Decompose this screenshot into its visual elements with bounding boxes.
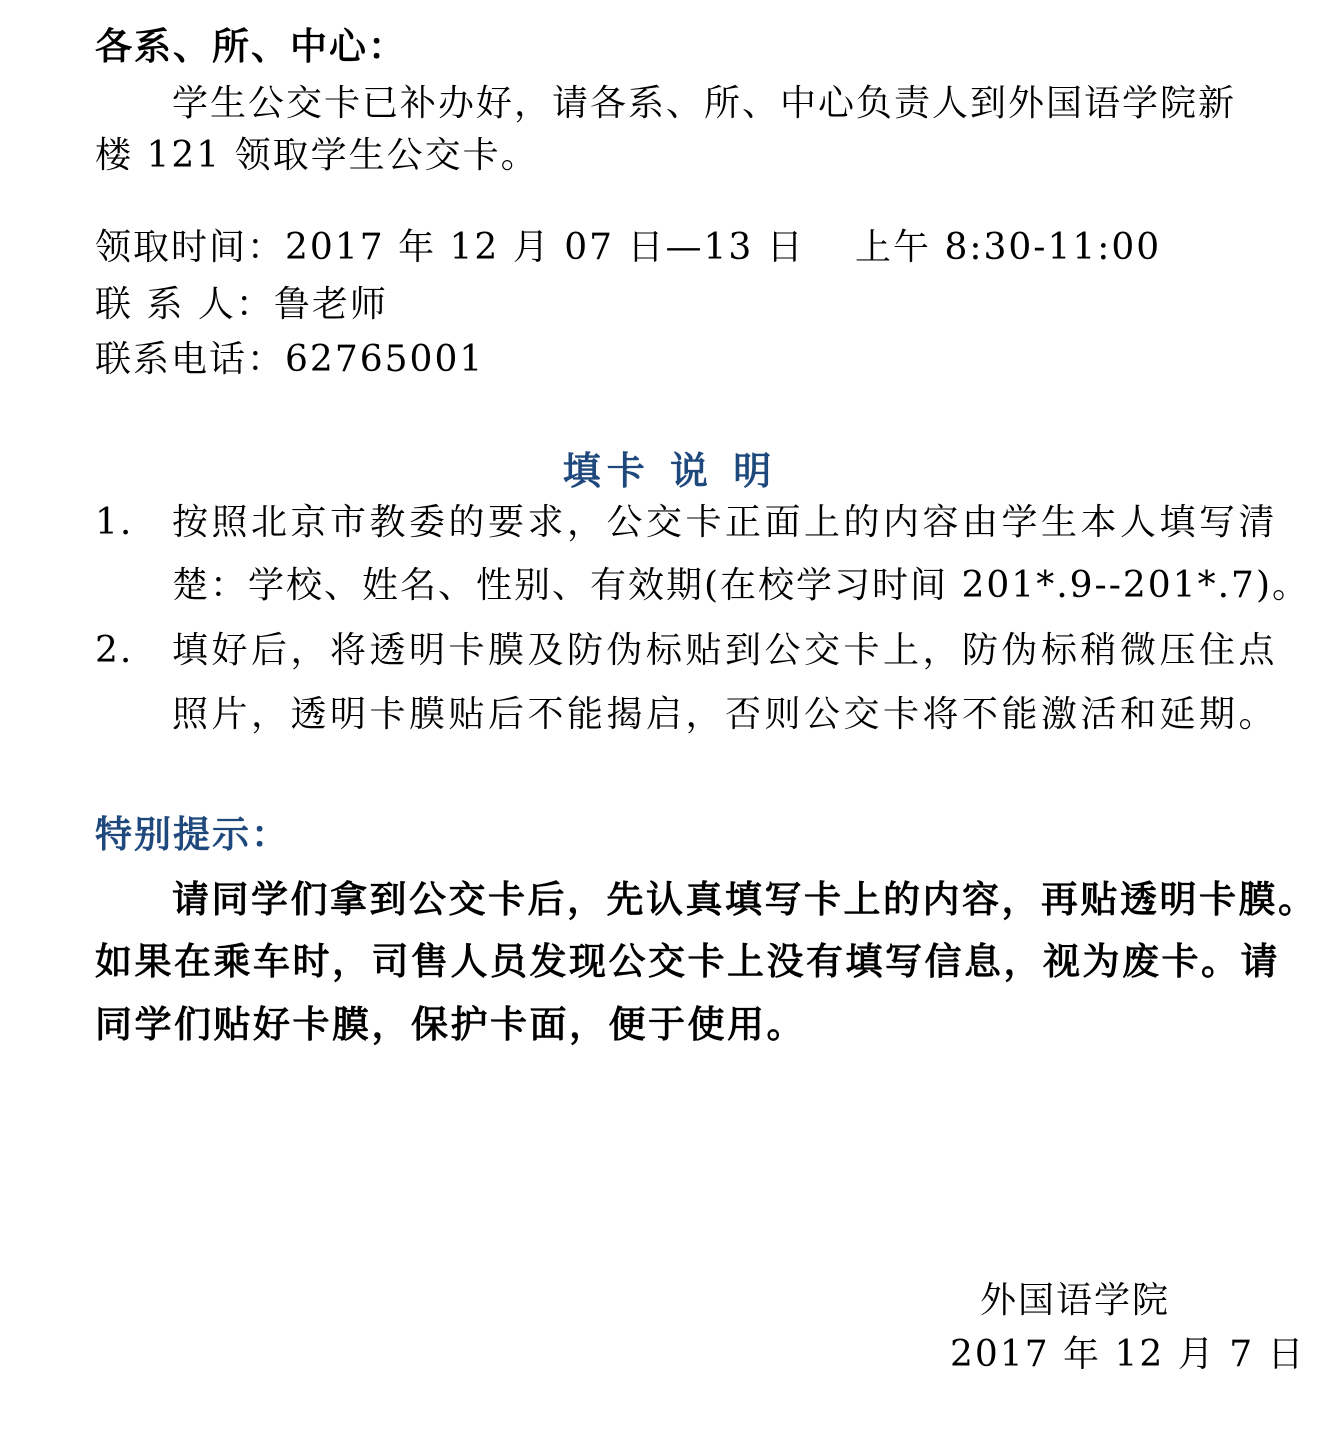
signature-date: 2017 年 12 月 7 日 (950, 1334, 1306, 1375)
special-note-line-1: 请同学们拿到公交卡后，先认真填写卡上的内容，再贴透明卡膜。 (172, 877, 1318, 921)
special-note-line-3: 同学们贴好卡膜，保护卡面，便于使用。 (95, 1002, 806, 1046)
pickup-time-label: 领取时间： (95, 227, 286, 268)
contact-phone-line (95, 340, 484, 380)
special-note-title: 特别提示： (95, 812, 290, 856)
contact-person-label: 联 系 人： (95, 284, 274, 325)
signature-organization: 外国语学院 (980, 1280, 1171, 1321)
pickup-time-line (95, 228, 805, 268)
list-item-1-line-2: 楚：学校、姓名、性别、有效期(在校学习时间 201*.9--201*.7)。 (172, 565, 1310, 606)
list-item-2-line-1: 填好后，将透明卡膜及防伪标贴到公交卡上，防伪标稍微压住点 (172, 630, 1279, 671)
intro-line-2: 楼 121 领取学生公交卡。 (95, 135, 539, 176)
special-note-line-2: 如果在乘车时，司售人员发现公交卡上没有填写信息，视为废卡。请 (95, 939, 1280, 983)
salutation: 各系、所、中心： (95, 24, 407, 68)
pickup-hours-value: 上午 8:30-11:00 (855, 227, 1162, 268)
list-item-1-line-1: 按照北京市教委的要求，公交卡正面上的内容由学生本人填写清 (172, 502, 1279, 543)
list-item-1-number: 1. (95, 502, 134, 543)
contact-person-line (95, 285, 388, 325)
contact-phone-label: 联系电话： (95, 339, 286, 380)
pickup-time-value: 2017 年 12 月 07 日—13 日 (285, 227, 805, 268)
list-item-2-number: 2. (95, 630, 134, 671)
intro-line-1: 学生公交卡已补办好，请各系、所、中心负责人到外国语学院新 (172, 83, 1237, 124)
contact-phone-value: 62765001 (285, 339, 485, 380)
contact-person-value: 鲁老师 (273, 284, 388, 325)
instructions-section-title: 填卡 说 明 (562, 448, 778, 493)
list-item-2-line-2: 照片，透明卡膜贴后不能揭启，否则公交卡将不能激活和延期。 (172, 694, 1279, 735)
